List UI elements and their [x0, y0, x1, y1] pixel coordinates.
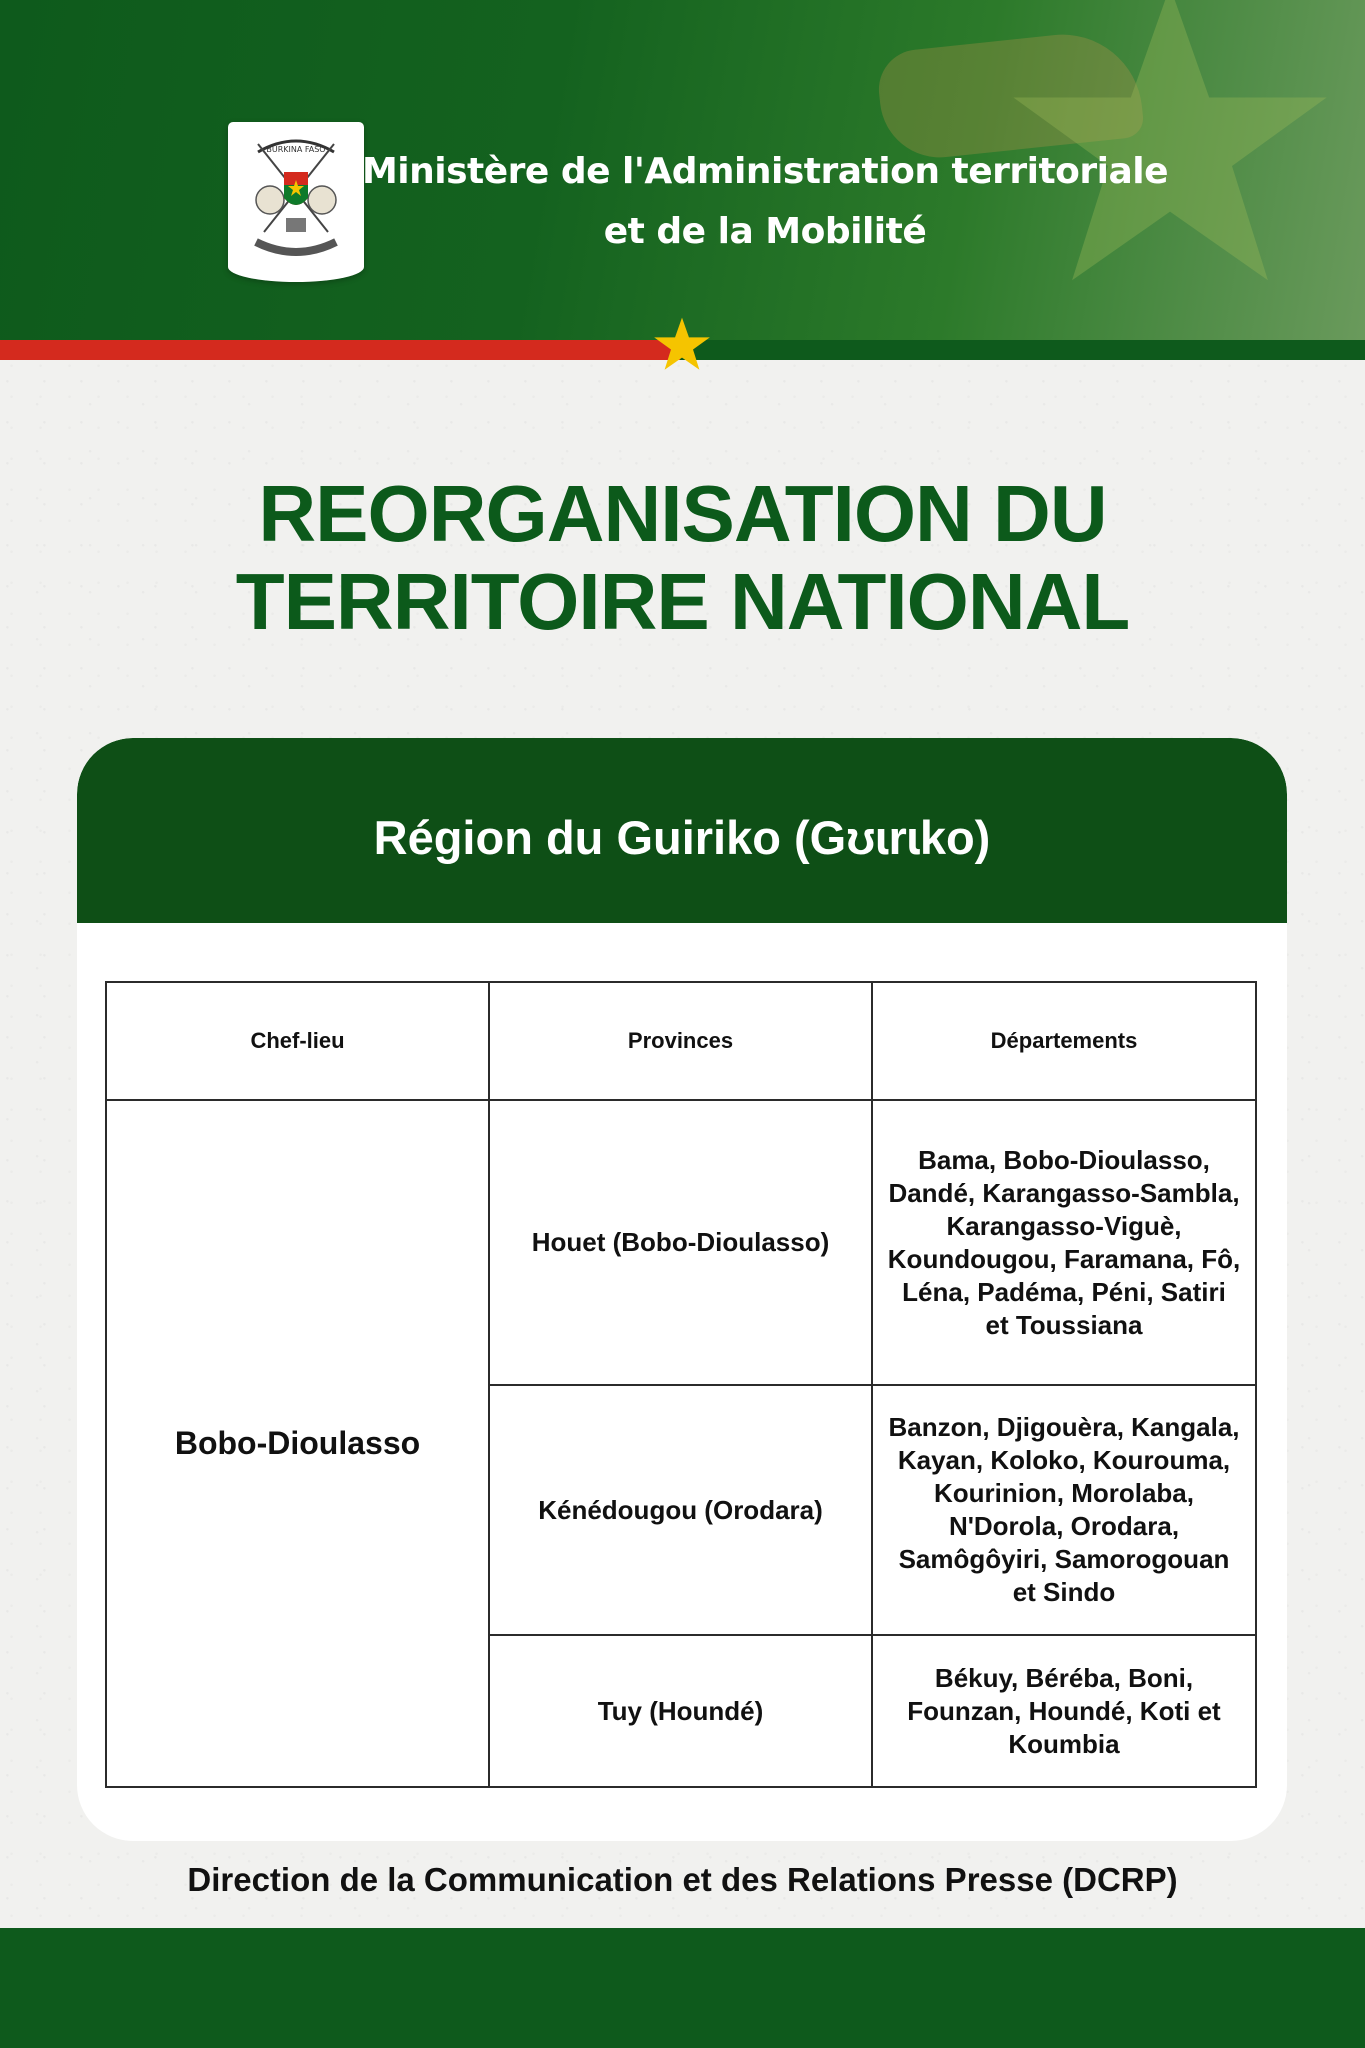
region-table: [105, 981, 1257, 1788]
ministry-name: [360, 142, 1170, 262]
column-header-provinces: Provinces: [489, 982, 872, 1100]
region-header: [77, 738, 1287, 923]
page-title: [160, 470, 1205, 646]
table-row: [106, 1100, 1256, 1385]
ministry-line-2: et de la Mobilité: [603, 211, 927, 252]
red-stripe: [0, 340, 680, 360]
departements-cell: Banzon, Djigouèra, Kangala, Kayan, Koloko, Kourouma, Kourinion, Morolaba, N'Dorola, Orodara, Samôgôyiri, Samorogouan et Sindo: [872, 1385, 1256, 1635]
footer-credit: Direction de la Communication et des Relations Presse (DCRP): [187, 1861, 1178, 1898]
title-line-2: TERRITOIRE NATIONAL: [235, 557, 1130, 646]
province-cell: Kénédougou (Orodara): [489, 1385, 872, 1635]
table-header-row: [106, 982, 1256, 1100]
ministry-line-1: Ministère de l'Administration territoriale: [361, 151, 1169, 192]
province-cell: Tuy (Houndé): [489, 1635, 872, 1787]
emblem-motto: BURKINA FASO: [266, 145, 326, 154]
footer-band: [0, 1928, 1365, 2048]
header-banner: [0, 0, 1365, 340]
province-cell: Houet (Bobo-Dioulasso): [489, 1100, 872, 1385]
column-header-departements: Départements: [872, 982, 1256, 1100]
region-card: [77, 738, 1287, 1841]
coat-of-arms-emblem: [228, 122, 364, 282]
green-stripe: [680, 340, 1365, 360]
region-title: Région du Guiriko (Gʊɩrɩko): [373, 811, 991, 864]
departements-cell: Békuy, Béréba, Boni, Founzan, Houndé, Koti et Koumbia: [872, 1635, 1256, 1787]
departements-cell: Bama, Bobo-Dioulasso, Dandé, Karangasso-Sambla, Karangasso-Viguè, Koundougou, Faramana, Fô, Léna, Padéma, Péni, Satiri et Toussiana: [872, 1100, 1256, 1385]
star-icon: [653, 316, 711, 372]
chef-lieu-cell: Bobo-Dioulasso: [106, 1100, 489, 1787]
column-header-chef-lieu: Chef-lieu: [106, 982, 489, 1100]
title-line-1: REORGANISATION DU: [258, 469, 1107, 558]
